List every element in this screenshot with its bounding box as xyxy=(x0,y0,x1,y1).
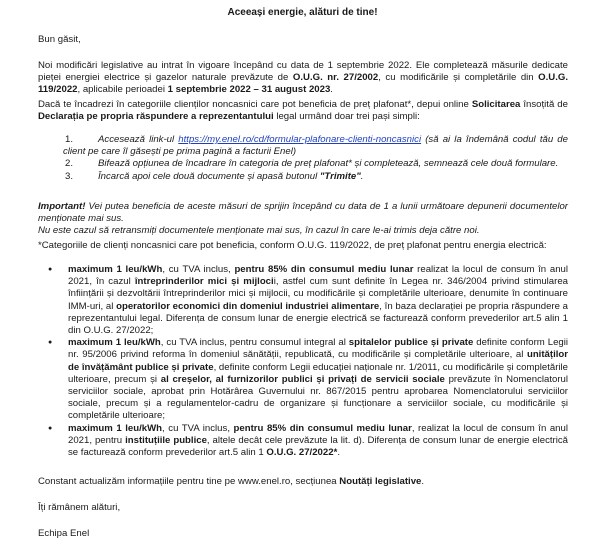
bullet-text: , definite conform Legii educației naționale nr. 1/2011, cu modificările și completările ulterioare, precum și xyxy=(68,361,569,385)
bullet-bold: unităților de învățământ publice și private xyxy=(68,349,568,373)
trimite-label: "Trimite" xyxy=(319,170,361,182)
bullet-text: , cu TVA inclus, xyxy=(162,422,234,434)
constant-update-note xyxy=(38,476,424,488)
price-cap: maximum 1 leu/kWh xyxy=(68,264,163,275)
bullet-bold: O.U.G. 27/2022* xyxy=(266,447,338,459)
intro-text: , aplicabile perioadei xyxy=(77,84,168,96)
category-item xyxy=(68,423,568,460)
bullet-text: , realizat la locul de consum în anul 2021, pentru xyxy=(68,422,568,446)
category-text: Dacă te încadrezi în categoriile clienților noncasnici care pot beneficia de preț plafonat*, depui online xyxy=(38,99,472,110)
category-item xyxy=(68,264,568,337)
intro-text: Noi modificări legislative au intrat în vigoare începând cu data de 1 septembrie 2022. Ele completează măsurile dedicate pieței energiei electrice și gazelor naturale prevăzute de xyxy=(38,60,568,84)
intro-oug-27: O.U.G. nr. 27/2002 xyxy=(292,72,379,84)
price-cap: maximum 1 leu/kWh xyxy=(68,337,161,349)
step-number: 1. xyxy=(65,134,74,145)
bullet-text: , cu TVA inclus, xyxy=(162,264,235,275)
solicitarea: Solicitarea xyxy=(471,99,521,110)
important-note xyxy=(38,201,568,238)
category-item xyxy=(68,337,568,422)
bullet-bold: pentru 85% din consumul mediu lunar xyxy=(233,422,412,434)
bullet-text: i, astfel cum sunt definite în Legea nr. 346/2004 privind stimularea înființării și dezvoltării întreprinderilor mici și mijlocii, cu modificările și completările ulterioare, denumite în continuare IMM-uri, al xyxy=(68,276,569,312)
bullet-text: prevăzute în Nomenclatorul serviciilor sociale, aprobat prin Hotărârea Guvernului nr. 867/2015 pentru aprobarea Nomenclatorului serviciilor sociale, precum și a regulamentelor-cadru de organizare și funcționare a serviciilor sociale, cu modificările și completările ulterioare; xyxy=(68,373,569,422)
intro-text: , cu modificările și completările din xyxy=(378,72,539,84)
bullet-text: definite conform Legii nr. 95/2006 privind reforma în domeniul sănătății, republicată, cu modificările și completările ulterioare, al xyxy=(68,337,569,361)
signature: Echipa Enel xyxy=(38,528,90,539)
closing: Îți rămânem alături, xyxy=(38,502,121,513)
bullet-text: , în baza declarației pe propria răspundere a reprezentantului legal. Diferența de consum lunar de energie electrică se facturează conform prevederilor art.5 alin 1 din O.U.G. 27/2022; xyxy=(68,300,569,337)
bullet-bold: al creșelor, al furnizorilor publici și privați de servicii sociale xyxy=(160,373,445,385)
important-text-2: Nu este cazul să retransmiți documentele menționate mai sus, în cazul în care le-ai trimis deja către noi. xyxy=(38,225,480,237)
intro-paragraph xyxy=(38,60,568,97)
greeting: Bun găsit, xyxy=(38,34,81,45)
bullet-text: realizat la locul de consum în anul 2021, în cazul xyxy=(68,264,569,288)
category-paragraph xyxy=(38,99,568,123)
intro-oug-119: O.U.G. 119/2022 xyxy=(38,72,569,96)
step-number: 2. xyxy=(65,158,74,170)
bullet-bold: operatorilor economici din domeniul industriei alimentare xyxy=(116,300,380,312)
price-cap: maximum 1 leu/kWh xyxy=(68,422,163,434)
constant-text: Constant actualizăm informațiile pentru tine pe www.enel.ro, secțiunea xyxy=(38,476,340,487)
step-number: 3. xyxy=(65,170,74,182)
bullet-bold: pentru 85% din consumul mediu lunar xyxy=(234,264,414,275)
constant-text: . xyxy=(421,476,425,487)
intro-text: . xyxy=(330,84,333,96)
step-text: . xyxy=(360,170,364,182)
step-text: Bifează opțiunea de încadrare în categoria de preț plafonat* și completează, semnează cele două formulare. xyxy=(98,158,559,170)
bullet-bold: instituțiile publice xyxy=(125,434,207,446)
step-item xyxy=(63,134,568,158)
step-text: (să ai la îndemână codul tău de client pe care îl găsești pe prima pagină a facturii Enel) xyxy=(63,134,568,158)
category-text: legal urmând doar trei pași simpli: xyxy=(273,111,420,123)
step-item xyxy=(63,158,568,170)
step-item xyxy=(63,171,568,183)
intro-period: 1 septembrie 2022 – 31 august 2023 xyxy=(167,84,331,96)
steps-list xyxy=(63,134,568,183)
declaratia: Declarația pe propria răspundere a reprezentantului xyxy=(38,111,274,123)
important-text: Vei putea beneficia de aceste măsuri de sprijin începând cu data de 1 a lunii următoare depunerii documentelor menționate mai sus. xyxy=(38,201,568,225)
categories-list xyxy=(68,264,568,459)
category-text: însoțită de xyxy=(520,99,568,110)
bullet-bold: spitalelor publice și private xyxy=(348,337,474,349)
categories-footnote: *Categoriile de clienți noncasnici care pot beneficia, conform O.U.G. 119/2022, de preț plafonat pentru energia electrică: xyxy=(38,240,547,251)
bullet-text: , altele decât cele prevăzute la lit. d). Diferența de consum lunar de energie electrică se facturează conform prevederilor art.5 alin 1 xyxy=(68,434,568,459)
step-text: Accesează link-ul xyxy=(98,134,179,145)
noutati-legislative: Noutăți legislative xyxy=(339,476,422,487)
document-title: Aceeași energie, alături de tine! xyxy=(227,7,378,18)
bullet-bold: întreprinderilor mici și mijloci xyxy=(134,276,274,288)
step-text: Încarcă apoi cele două documente și apasă butonul xyxy=(98,170,320,182)
bullet-text: , cu TVA inclus, pentru consumul integral al xyxy=(160,337,349,349)
bullet-text: . xyxy=(337,447,340,459)
form-link[interactable]: https://my.enel.ro/cd/formular-plafonare-clienti-noncasnici xyxy=(178,134,422,145)
important-label: Important! xyxy=(38,201,86,212)
